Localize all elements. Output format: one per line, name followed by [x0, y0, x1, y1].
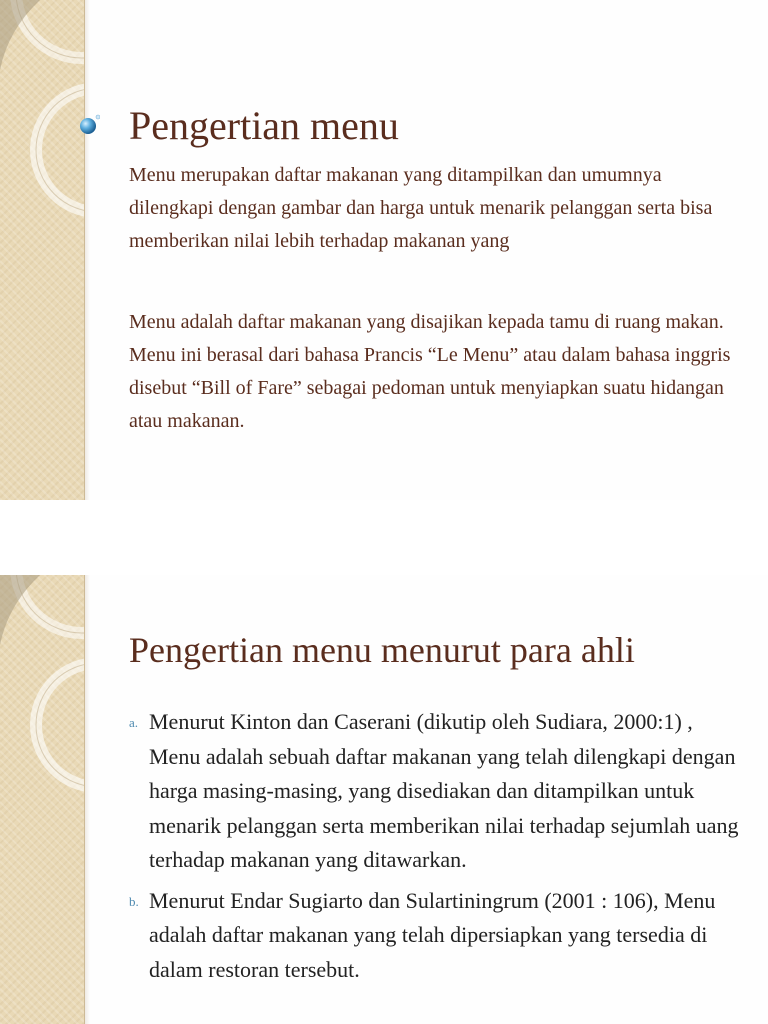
paragraph: Menu adalah daftar makanan yang disajikan kepada tamu di ruang makan. Menu ini berasal dari bahasa Prancis “Le Menu” atau dalam bahasa inggris disebut “Bill of Fare” sebagai pedoman untuk menyiapkan suatu hidangan atau makanan.: [129, 311, 731, 432]
list-item: [129, 884, 749, 988]
paragraph: Menu merupakan daftar makanan yang ditampilkan dan umumnya dilengkapi dengan gambar dan harga untuk menarik pelanggan serta bisa memberikan nilai lebih terhadap makanan yang: [129, 164, 713, 252]
rail-shadow: [84, 575, 90, 1024]
slide-1: [0, 0, 768, 500]
definition-list: [129, 705, 749, 993]
list-item-text: Menurut Endar Sugiarto dan Sulartiningrum (2001 : 106), Menu adalah daftar makanan yang telah dipersiapkan yang tersedia di dalam restoran tersebut.: [149, 887, 716, 982]
decorative-rings-icon: [0, 575, 84, 1024]
blue-orb-icon: [78, 114, 100, 136]
decorative-rings-icon: [0, 0, 84, 500]
list-marker: b.: [129, 893, 139, 909]
slide-title: Pengertian menu menurut para ahli: [129, 630, 635, 670]
list-marker: a.: [129, 715, 139, 730]
list-item: [129, 705, 749, 878]
decorative-side-rail: [0, 575, 85, 1024]
decorative-side-rail: [0, 0, 85, 500]
slide-2: [0, 575, 768, 1024]
slide-title: Pengertian menu: [129, 103, 399, 148]
rail-shadow: [84, 0, 90, 500]
list-item-text: Menurut Kinton dan Caserani (dikutip oleh Sudiara, 2000:1) , Menu adalah sebuah daftar makanan yang telah dilengkapi dengan harga masing-masing, yang disediakan dan ditampilkan untuk menarik pelanggan serta memberikan nilai terhadap sejumlah uang terhadap makanan yang ditawarkan.: [149, 709, 739, 872]
